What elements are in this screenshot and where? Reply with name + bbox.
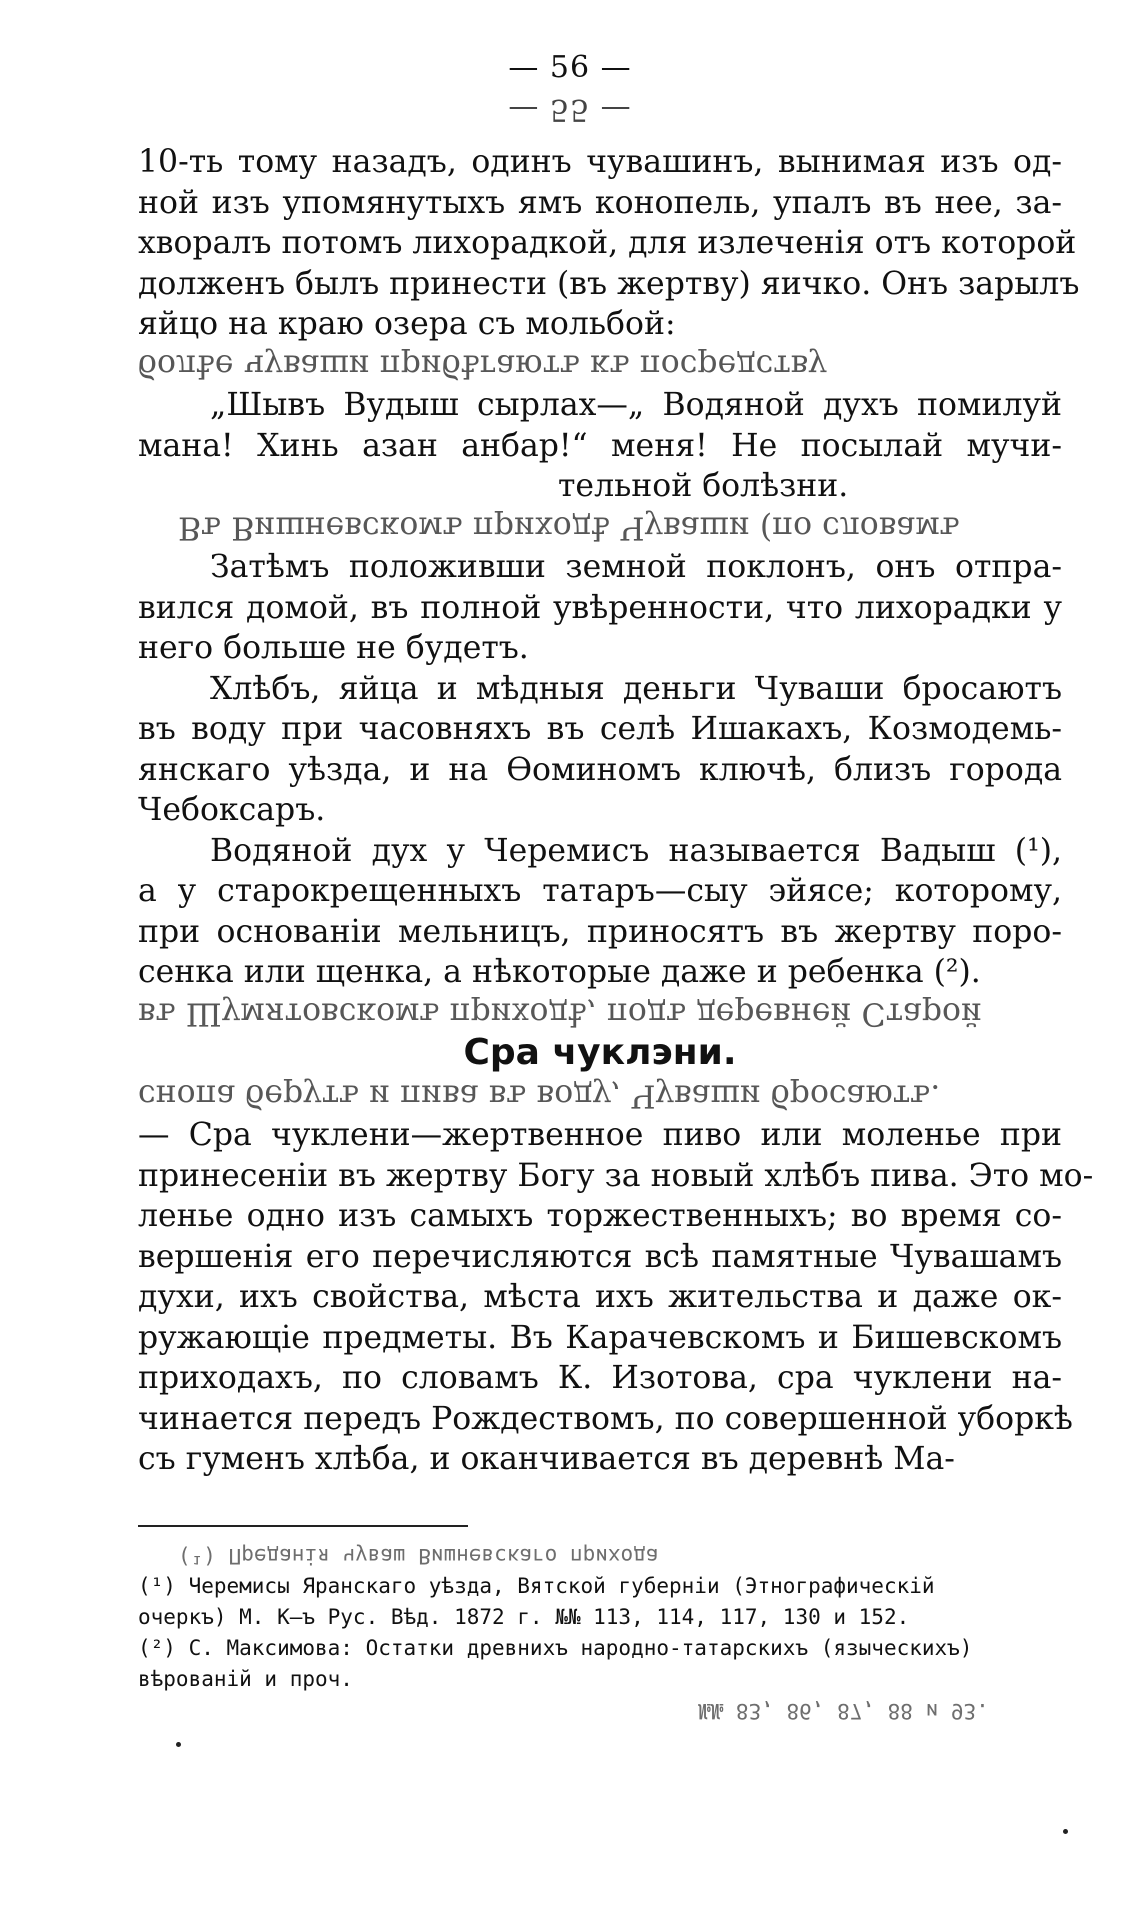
text-line: „Шывъ Вудыш сырлах—„ Водяной духъ помилуй [210, 387, 1062, 423]
text-line: ной изъ упомянутыхъ ямъ конопель, упалъ въ нее, за- [138, 184, 1062, 221]
text-line: него больше не будетъ. [138, 630, 529, 666]
text-line: Хлѣбъ, яйца и мѣдныя деньги Чуваши бросаютъ [210, 670, 1062, 707]
section-title-text: Сра чуклэни. [463, 1032, 737, 1073]
footnote-1: (¹) Черемисы Яранскаго уѣзда, Вятской губерніи (Этнографическій [138, 1574, 935, 1598]
text-line: ленье одно изъ самыхъ торжественныхъ; во время со- [138, 1198, 1062, 1234]
text-line: вился домой, въ полной увѣренности, что лихорадки у [138, 589, 1062, 626]
bleed-through-line: Въ Вишневскомъ приходѣ Чуваши (по словамъ [178, 509, 960, 545]
text-line: съ гуменъ хлѣба, и оканчивается въ деревнѣ Ма- [138, 1441, 955, 1477]
text-line: въ воду при часовняхъ въ селѣ Ишакахъ, Козмодемь- [138, 711, 1062, 747]
text-line: Затѣмъ положивши земной поклонъ, онъ отпра- [210, 549, 1062, 585]
text-line: чинается передъ Рождествомъ, по совершенной уборкѣ [138, 1400, 1073, 1437]
text-line: мана! Хинь азан анбар!“ меня! Не посылай мучи- [138, 427, 1062, 464]
bleed-through-line: болѣе чуваши прибѣгаютъ къ посредству [138, 347, 827, 383]
footnote-1-continued: очеркъ) М. К—ъ Рус. Вѣд. 1872 г. №№ 113, 114, 117, 130 и 152. [138, 1605, 910, 1629]
text-line: вершенія его перечисляются всѣ памятные Чувашамъ [138, 1238, 1062, 1275]
footnotes [138, 1540, 1062, 1726]
footnote-2-continued: вѣрованій и проч. [138, 1667, 353, 1691]
bleed-through-line: (¹) Преданія чуваш Вишневскаго прихода [178, 1544, 659, 1568]
text-line: сенка или щенка, а нѣкоторые даже и ребенка (²). [138, 954, 981, 990]
page-number: — 56 — [508, 50, 632, 85]
ink-speck [1063, 1829, 1068, 1834]
text-line: Чебоксаръ. [138, 792, 326, 828]
ink-speck [176, 1742, 181, 1747]
text-line: духи, ихъ свойства, мѣста ихъ жительства и даже ок- [138, 1279, 1062, 1315]
bleed-through-line: снопа берутъ и пива въ воду, Чуваши бросаютъ. [138, 1077, 941, 1113]
page-number-bleed-through: — 55 — [508, 92, 632, 127]
text-line: 10-ть тому назадъ, одинъ чувашинъ, вынимая изъ од- [138, 144, 1062, 180]
text-line: хворалъ потомъ лихорадкой, для излеченія отъ которой [138, 225, 1077, 261]
body-text [138, 142, 1094, 1480]
text-line: при основаніи мельницъ, приносятъ въ жертву поро- [138, 913, 1062, 950]
text-line: принесеніи въ жертву Богу за новый хлѣбъ пива. Это мо- [138, 1157, 1094, 1194]
text-line: ружающіе предметы. Въ Карачевскомъ и Бишевскомъ [138, 1319, 1062, 1356]
text-line: — Сра чуклени—жертвенное пиво или моленье при [138, 1117, 1062, 1153]
text-line: яйцо на краю озера съ мольбой: [138, 306, 676, 342]
text-line: приходахъ, по словамъ К. Изотова, сра чуклени на- [138, 1360, 1062, 1396]
section-title [138, 1033, 1062, 1075]
bleed-through-line: въ Шумятовскомъ приходѣ, подъ деревней Старой [138, 995, 982, 1031]
text-line: янскаго уѣзда, и на Ѳоминомъ ключѣ, близъ города [138, 751, 1062, 788]
text-line: долженъ былъ принести (въ жертву) яичко. Онъ зарылъ [138, 265, 1080, 302]
text-line: а у старокрещенныхъ татаръ—сыу эйясе; которому, [138, 873, 1062, 909]
bleed-through-line: №№ 83, 86, 87, 88 и 93. [698, 1699, 989, 1723]
footnote-2: (²) С. Максимова: Остатки древнихъ народно-татарскихъ (языческихъ) [138, 1636, 973, 1660]
footnote-separator [138, 1525, 468, 1527]
text-line: Водяной дух у Черемисъ называется Вадыш (¹), [210, 832, 1062, 869]
text-line: тельной болѣзни. [558, 468, 849, 504]
